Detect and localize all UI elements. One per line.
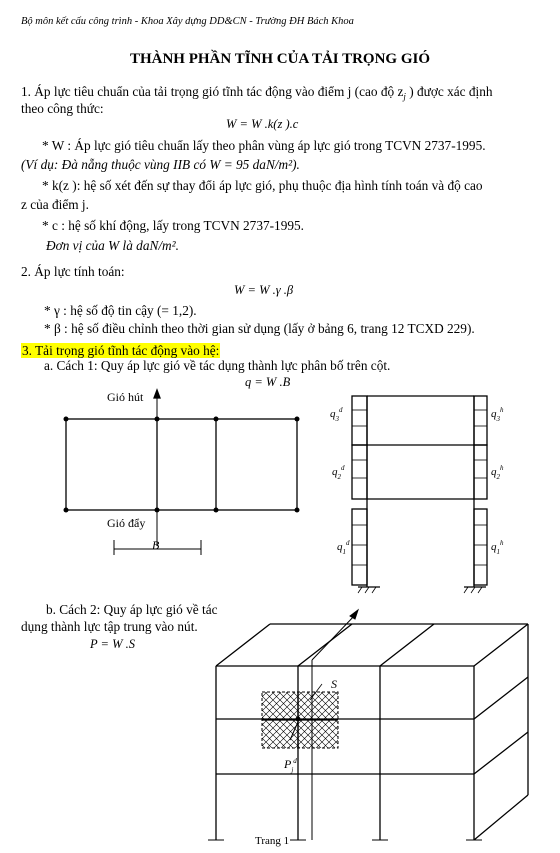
page-number: Trang 1: [255, 835, 290, 847]
q1d-label: $q_1^d$: [337, 539, 350, 556]
label-S: S: [331, 677, 337, 691]
label-suction: Gió hút: [107, 390, 144, 404]
frame-cach1-right: [352, 396, 487, 587]
s1-bullet-c: * c : hệ số khí động, lấy trong TCVN 2737-1995.: [42, 218, 304, 233]
s1-bullet-k-cont: z của điểm j.: [21, 197, 89, 212]
label-B: B: [152, 538, 160, 552]
s3-b-text2: dụng thành lực tập trung vào nút.: [21, 619, 198, 634]
s2-heading: 2. Áp lực tính toán:: [21, 264, 125, 279]
q1h-label: $q_1^h$: [491, 539, 504, 556]
page-title: THÀNH PHẦN TĨNH CỦA TẢI TRỌNG GIÓ: [129, 51, 431, 67]
s1-line1: 1. Áp lực tiêu chuẩn của tải trọng gió tĩnh tác động vào điểm j (cao độ $z_j$ ) được xác định: [21, 84, 493, 102]
s3-a-formula: q = W .B: [245, 375, 291, 389]
label-P: $P_j^d$: [284, 757, 297, 774]
s1-unit: Đơn vị của W là daN/m².: [46, 238, 179, 253]
q3d-label: $q_3^d$: [330, 406, 343, 423]
s1-example: (Ví dụ: Đà nẵng thuộc vùng IIB có W = 95 daN/m²).: [21, 157, 300, 172]
s3-a-text: a. Cách 1: Quy áp lực gió về tác dụng thành lực phân bố trên cột.: [44, 358, 391, 373]
s3-heading: 3. Tải trọng gió tĩnh tác động vào hệ:: [22, 343, 220, 358]
s1-formula: W = W .k(z ).c: [226, 117, 299, 131]
s2-bullet-gamma: * γ : hệ số độ tin cậy (= 1,2).: [44, 303, 197, 318]
frame-cach1-left: [66, 390, 297, 555]
load-arrows: [352, 410, 487, 593]
s1-bullet-w0: * W : Áp lực gió tiêu chuẩn lấy theo phân vùng áp lực gió trong TCVN 2737-1995.: [42, 138, 486, 153]
s2-formula: W = W .γ .β: [234, 283, 294, 297]
s2-bullet-beta: * β : hệ số điều chỉnh theo thời gian sử dụng (lấy ở bảng 6, trang 12 TCXD 229).: [44, 321, 475, 336]
s3-b-text1: b. Cách 2: Quy áp lực gió về tác: [46, 602, 218, 617]
s3-b-formula: P = W .S: [90, 637, 136, 651]
q-labels: [330, 406, 504, 556]
s1-bullet-k: * k(z ): hệ số xét đến sự thay đổi áp lực gió, phụ thuộc địa hình tính toán và độ cao: [42, 178, 483, 193]
s1-line2: theo công thức:: [21, 101, 104, 116]
q2d-label: $q_2^d$: [332, 464, 345, 481]
q3h-label: $q_3^h$: [491, 406, 504, 423]
page-header: Bộ môn kết cấu công trình - Khoa Xây dựng DD&CN - Trường ĐH Bách Khoa: [21, 16, 354, 27]
q2h-label: $q_2^h$: [491, 464, 504, 481]
label-push: Gió đẩy: [107, 516, 146, 530]
